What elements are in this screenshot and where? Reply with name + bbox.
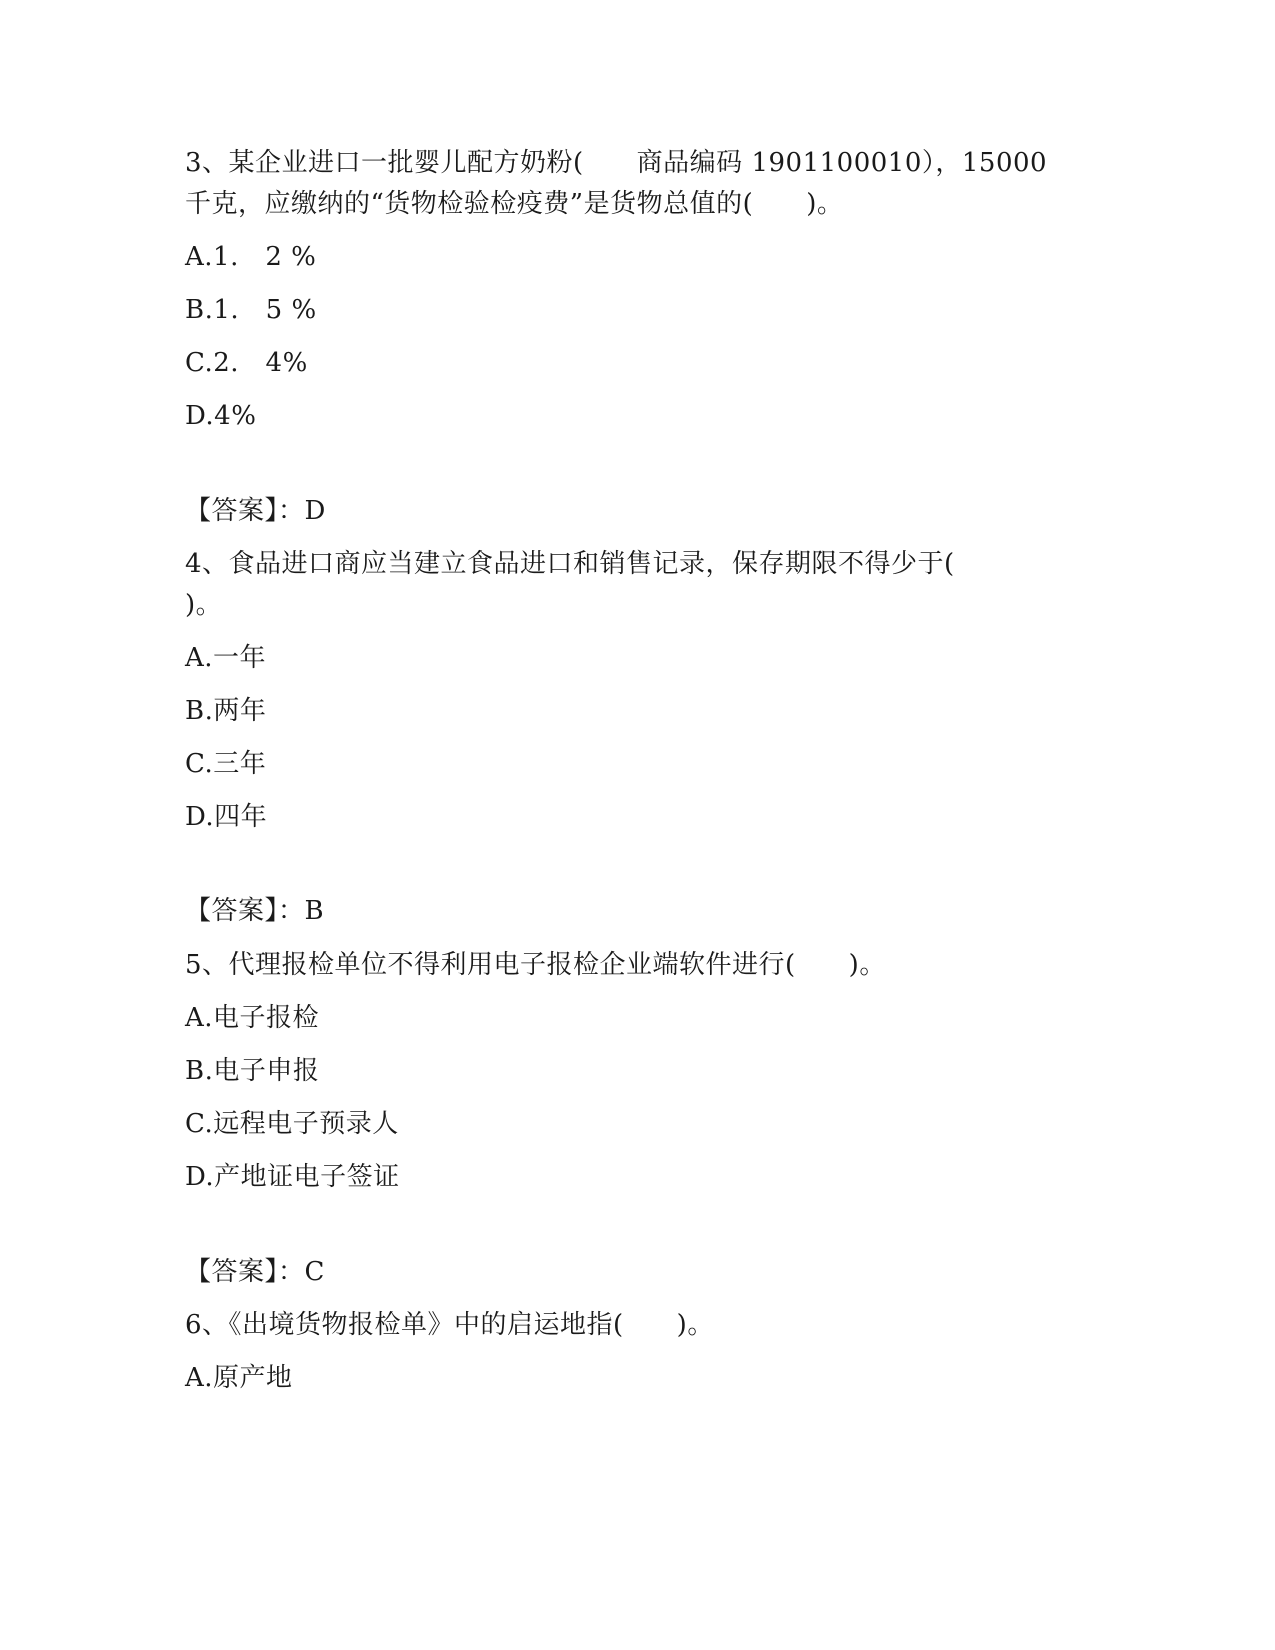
- question-3-answer: 【答案】：D: [185, 496, 326, 526]
- question-4-option-d: D.四年: [185, 802, 268, 832]
- question-4-option-a: A.一年: [185, 643, 267, 673]
- question-6-line-1: 6、《出境货物报检单》中的启运地指( )。: [185, 1310, 714, 1340]
- question-3-option-c: C.2. 4%: [185, 348, 308, 378]
- question-4-line-2: )。: [185, 590, 223, 620]
- question-5-answer: 【答案】：C: [185, 1257, 325, 1287]
- question-3-option-a: A.1. 2 %: [185, 242, 317, 272]
- question-3-option-b: B.1. 5 %: [185, 295, 317, 325]
- question-5-option-a: A.电子报检: [185, 1003, 320, 1033]
- question-3-option-d: D.4%: [185, 401, 257, 431]
- question-3-line-1: 3、某企业进口一批婴儿配方奶粉( 商品编码 1901100010），15000: [185, 148, 1048, 178]
- question-3-line-2: 千克，应缴纳的“货物检验检疫费”是货物总值的( )。: [185, 189, 844, 219]
- question-6-option-a: A.原产地: [185, 1363, 293, 1393]
- question-5-line-1: 5、代理报检单位不得利用电子报检企业端软件进行( )。: [185, 950, 886, 980]
- question-5-option-c: C.远程电子预录人: [185, 1109, 399, 1139]
- question-4-answer: 【答案】：B: [185, 896, 325, 926]
- question-4-option-b: B.两年: [185, 696, 267, 726]
- question-4-line-1: 4、食品进口商应当建立食品进口和销售记录，保存期限不得少于(: [185, 549, 955, 579]
- question-5-option-d: D.产地证电子签证: [185, 1162, 400, 1192]
- question-4-option-c: C.三年: [185, 749, 267, 779]
- question-5-option-b: B.电子申报: [185, 1056, 320, 1086]
